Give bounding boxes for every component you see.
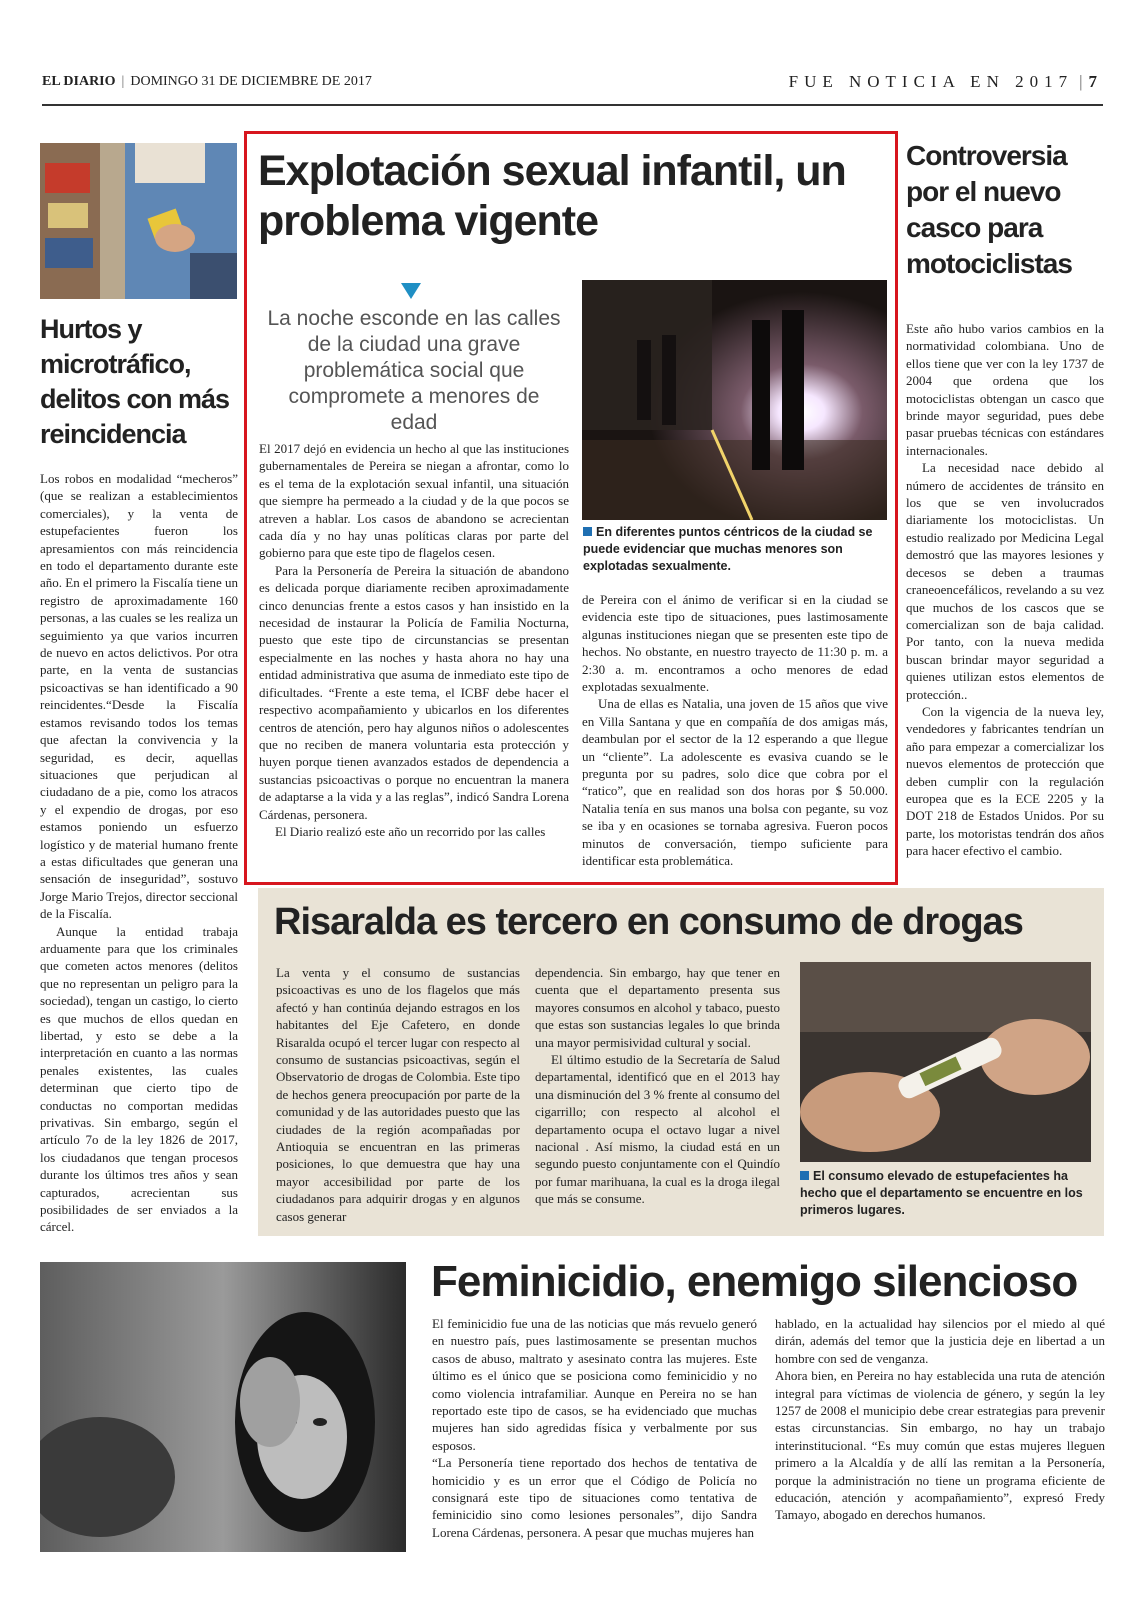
main-paragraph: Para la Personería de Pereira la situación de abandono es delicada porque diariamente reciben aproximadamente cinco denuncias frente a estos casos y han insistido en la necesidad de instaurar la Policía de Familia Nocturna, puesto que este tipo de circunstancias se presentan especialmente en las noches y hasta ahora no hay una entidad administrativa que asuma de inmediato este tipo de dificultades. “Frente a este tema, el ICBF debe hacer el respectivo acompañamiento y ubicarlos en los diferentes centros de atención, pero hay algunos niños o adolescentes que no reciben de manera voluntaria esta protección y huyen porque tienen avanzados estados de dependencia a sustancias psicoactivas o porque no encuentran la manera de adaptarse a la vida y a las reglas”, indicó Sandra Lorena Cárdenas, personera. bbox=[259, 562, 569, 822]
femicide-headline: Feminicidio, enemigo silencioso bbox=[431, 1257, 1078, 1306]
header-separator: | bbox=[1079, 72, 1083, 91]
theft-headline: Hurtos y microtráfico, delitos con más reincidencia bbox=[40, 314, 230, 449]
issue-date: DOMINGO 31 DE DICIEMBRE DE 2017 bbox=[130, 74, 372, 89]
section-name: FUE NOTICIA EN 2017 bbox=[788, 72, 1074, 91]
helmet-body bbox=[906, 320, 1104, 860]
caption-square-icon bbox=[800, 1171, 809, 1180]
header-separator: | bbox=[121, 74, 125, 89]
femicide-paragraph: hablado, en la actualidad hay silencios por el miedo al qué dirán, además del temor que la justicia deje en libertad a un hombre con sed de venganza. bbox=[775, 1316, 1105, 1366]
main-col1 bbox=[259, 440, 569, 840]
theft-paragraph: Aunque la entidad trabaja arduamente para que los criminales que cometen actos menores (delitos que no representan un peligro para la sociedad), tengan un castigo, lo cierto es que muchos de ellos quedan en libertad, y esto se debe a la interpretación en cuanto a las normas penales existentes, las cuales determinan que cierto tipo de conductas no comportan medidas privativas. Sin embargo, según el artículo 7o de la ley 1826 de 2017, los ciudadanos que tengan procesos durante los últimos tres años y sean capturados, acrecientan sus posibilidades de ser enviados a la cárcel. bbox=[40, 923, 238, 1235]
femicide-col2 bbox=[775, 1315, 1105, 1524]
main-deck: La noche esconde en las calles de la ciudad una grave problemática social que compromete a menores de edad bbox=[267, 307, 561, 434]
femicide-paragraph: “La Personería tiene reportado dos hechos de tentativa de homicidio y es un error que el Código de Policía no consignará este tipo de situaciones como tentativa de feminicidio sino como lesiones personales”, dijo Sandra Lorena Cárdenas, personera. A pesar que muchas mujeres han bbox=[432, 1455, 757, 1540]
main-caption-text: En diferentes puntos céntricos de la ciudad se puede evidenciar que muchas menores son explotadas sexualmente. bbox=[583, 525, 873, 573]
main-photo-caption bbox=[583, 524, 883, 575]
main-paragraph: Una de ellas es Natalia, una joven de 15 años que vive en Villa Santana y que en compañía de dos amigas más, deambulan por el sector de la 12 esperando a que llegue un “cliente”. La adolescente es evasiva cuando se le pregunta por su padres, solo dice que cobra por el “ratico”, que en realidad son dos horas por $ 50.000. Natalia tenía en sus manos una bolsa con pegante, su voz se iba y en ocasiones se tornaba agresiva. Fueron pocos minutos de conversación, tiempo suficiente para identificar esta problemática. bbox=[582, 696, 888, 869]
shoplifting-photo bbox=[40, 143, 237, 299]
page-number: 7 bbox=[1088, 72, 1103, 91]
drugs-photo-caption bbox=[800, 1168, 1090, 1219]
main-paragraph: El Diario realizó este año un recorrido por las calles bbox=[275, 823, 546, 839]
night-street-photo bbox=[582, 280, 887, 520]
helmet-paragraph: Con la vigencia de la nueva ley, vendedores y fabricantes tendrían un año para empezar a comercializar los nuevos elementos de protección que deben cumplir con la regulación europea que es la ECE 2205 y la DOT 218 de Estados Unidos. Por su parte, los motoristas tendrán dos años para hacer efectivo el cambio. bbox=[906, 703, 1104, 859]
helmet-paragraph: La necesidad nace debido al número de accidentes de tránsito en los que se ven involucrados diariamente los motociclistas. Un estudio realizado por Medicina Legal demostró que las mayores lesiones y decesos se deben a traumas craneoencefálicos, revelando a su vez que muchos de los cascos que se comercializan son de baja calidad. Por tanto, con la nueva medida buscan brindar mayor seguridad a quienes utilizan estos elementos de protección.. bbox=[906, 460, 1104, 702]
drugs-caption-text: El consumo elevado de estupefacientes ha hecho que el departamento se encuentre en los primeros lugares. bbox=[800, 1169, 1083, 1217]
femicide-col1 bbox=[432, 1315, 757, 1541]
theft-body bbox=[40, 470, 238, 1236]
header-rule bbox=[42, 104, 1103, 106]
main-col2 bbox=[582, 591, 888, 870]
drugs-headline: Risaralda es tercero en consumo de drogas bbox=[274, 901, 1023, 943]
drugs-col1 bbox=[276, 964, 520, 1225]
drugs-paragraph: dependencia. Sin embargo, hay que tener en cuenta que el departamento presenta sus mayores consumos en alcohol y tabaco, puesto que estas son sustancias legales lo que brinda una mayor permisividad cultural y social. bbox=[535, 965, 780, 1050]
main-paragraph: de Pereira con el ánimo de verificar si en la ciudad se evidencia este tipo de situaciones, pues lastimosamente algunas instituciones niegan que se presenten este tipo de hechos. No obstante, en nuestro trayecto de 11:30 p. m. a 2:30 a. m. encontramos a ocho menores de edad explotadas sexualmente. bbox=[582, 592, 888, 695]
caption-square-icon bbox=[583, 527, 592, 536]
drugs-paragraph: El último estudio de la Secretaría de Salud departamental, identificó que en el 2013 hay una disminución del 3 % frente al consumo del cigarrillo; con respecto al alcohol el departamento ocupa el octavo lugar a nivel nacional . Así mismo, la ciudad está en un segundo puesto conjuntamente con el Quindío por fumar marihuana, la cual es la droga ilegal que más se consume. bbox=[535, 1052, 780, 1207]
drugs-paragraph: La venta y el consumo de sustancias psicoactivas es uno de los flagelos que más afectó y han continúa dejando estragos en los habitantes del Eje Cafetero, en donde Risaralda ocupó el tercer lugar con respecto al consumo de sustancias psicoactivas, según el Observatorio de drogas de Colombia. Este tipo de hechos genera preocupación por parte de la comunidad y de las autoridades puesto que las ciudades de la región acompañadas por Antioquia se encuentran en las primeras posiciones, lo que demuestra que hay una mayor accesibilidad por parte de los ciudadanos para adquirir drogas y en algunos casos generar bbox=[276, 965, 520, 1224]
header-right bbox=[789, 72, 1103, 92]
theft-paragraph: Los robos en modalidad “mecheros” (que se realizan a establecimientos comerciales), y la venta de estupefacientes fueron los apresamientos con más reincidencia en todo el departamento durante este año. En el primero la Fiscalía tiene un registro de aproximadamente 160 personas, a las cuales se les realiza un seguimiento ya que varios incurren de nuevo en actos delictivos. Por otra parte, en la venta de sustancias psicoactivas se han identificado a 90 reincidentes.“Desde la Fiscalía estamos revisando todos los temas que afectan la convivencia y la seguridad, es decir, aquellas situaciones que perjudican al ciudadano de a pie, como los atracos y el expendio de drogas, por eso estamos poniendo un esfuerzo logístico y de material humano frente a estas dificultades que generan una sensación de inseguridad”, sostuvo Jorge Mario Trejos, director seccional de la Fiscalía. bbox=[40, 471, 238, 922]
joint-photo bbox=[800, 962, 1091, 1162]
femicide-paragraph: El feminicidio fue una de las noticias que más revuelo generó en nuestro país, pues lastimosamente se presentan muchos casos de abuso, maltrato y asesinato contra las mujeres. Este último es el único que se posiciona como feminicidio y no como violencia intrafamiliar. Aunque en Pereira no se han reportado este tipo de casos, se ha evidenciado que muchas mujeres han sido agredidas física y verbalmente por sus esposos. bbox=[432, 1316, 757, 1453]
drugs-col2 bbox=[535, 964, 780, 1208]
triangle-marker-icon bbox=[401, 283, 421, 299]
helmet-headline: Controversia por el nuevo casco para motociclistas bbox=[906, 140, 1072, 279]
femicide-paragraph: Ahora bien, en Pereira no hay establecida una ruta de atención integral para víctimas de violencia de género, y según la ley 1257 de 2008 el municipio debe crear estrategias para prevenir estas circunstancias. Sin embargo, no hay un trabajo interinstitucional. “Es muy común que estas mujeres lleguen primero a la Alcaldía y de allí las remitan a la Personería, porque la administración no tiene un programa eficiente de educación, atención y acompañamiento”, expresó Fredy Tamayo, abogado en derechos humanos. bbox=[775, 1368, 1105, 1523]
header-left bbox=[42, 74, 372, 90]
main-paragraph: El 2017 dejó en evidencia un hecho al que las instituciones gubernamentales de Pereira se niegan a afrontar, como lo es el tema de la explotación sexual infantil, una situación que siempre ha permeado a la ciudad y de la que pocos se atreven a hablar. Los casos de abandono se acrecientan cada día y no hay unas políticas claras por parte del gobierno para que este tipo de flagelos cesen. bbox=[259, 441, 569, 561]
helmet-paragraph: Este año hubo varios cambios en la normatividad colombiana. Uno de ellos tiene que ver con la ley 1737 de 2004 que ordena que los motociclistas obtengan un casco que brinde mayor seguridad, pues debe pasar pruebas técnicas con estándares internacionales. bbox=[906, 321, 1104, 458]
violence-photo bbox=[40, 1262, 406, 1552]
paper-name: EL DIARIO bbox=[42, 74, 116, 89]
main-headline: Explotación sexual infantil, un problema vigente bbox=[258, 147, 846, 245]
